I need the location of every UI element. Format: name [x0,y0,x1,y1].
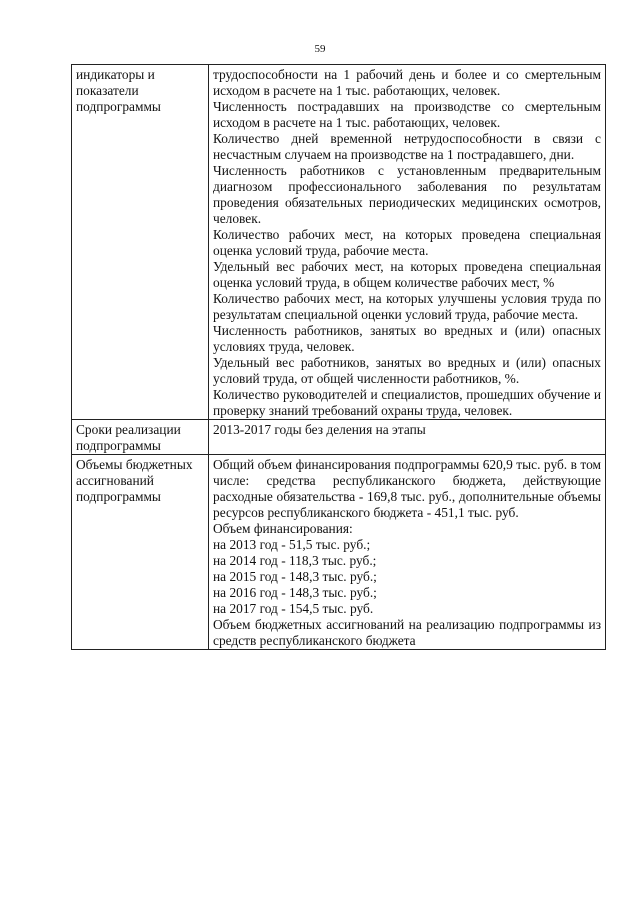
paragraph: Численность работников, занятых во вредных и (или) опасных условиях труда, человек. [213,323,601,354]
paragraph: Количество рабочих мест, на которых улучшены условия труда по результатам специальной оценки условий труда, рабочие места. [213,291,601,322]
paragraph: Удельный вес работников, занятых во вредных и (или) опасных условий труда, от общей численности работников, %. [213,355,601,386]
paragraph: Количество дней временной нетрудоспособности в связи с несчастным случаем на производстве на 1 пострадавшего, дни. [213,131,601,162]
paragraph: Количество рабочих мест, на которых проведена специальная оценка условий труда, рабочие места. [213,227,601,258]
paragraph: трудоспособности на 1 рабочий день и более и со смертельным исходом в расчете на 1 тыс. работающих, человек. [213,67,601,98]
paragraph: 2013-2017 годы без деления на этапы [213,422,426,437]
paragraph: на 2016 год - 148,3 тыс. руб.; [213,585,377,600]
paragraph: Численность работников с установленным предварительным диагнозом профессионального заболевания по результатам проведения обязательных периодических медицинских осмотров, человек. [213,163,601,226]
paragraph: Количество руководителей и специалистов, прошедших обучение и проверку знаний требований охраны труда, человек. [213,387,601,418]
row-content [209,65,606,420]
paragraph: на 2014 год - 118,3 тыс. руб.; [213,553,377,568]
paragraph: Численность пострадавших на производстве со смертельным исходом в расчете на 1 тыс. работающих, человек. [213,99,601,130]
row-label: Объемы бюджетных ассигнований подпрограммы [72,455,209,650]
table-row-budget [72,455,606,650]
paragraph: на 2015 год - 148,3 тыс. руб.; [213,569,377,584]
paragraph: Объем финансирования: [213,521,353,536]
paragraph: на 2013 год - 51,5 тыс. руб.; [213,537,371,552]
paragraph: Общий объем финансирования подпрограммы 620,9 тыс. руб. в том числе: средства республиканского бюджета, действующие расходные обязательства - 169,8 тыс. руб., дополнительные объемы ресурсов республиканского бюджета - 451,1 тыс. руб. [213,457,601,520]
row-content [209,455,606,650]
row-label: индикаторы и показатели подпрограммы [72,65,209,420]
row-label: Сроки реализации подпрограммы [72,420,209,455]
passport-table [71,64,606,650]
row-content [209,420,606,455]
paragraph: Объем бюджетных ассигнований на реализацию подпрограммы из средств республиканского бюджета [213,617,601,648]
paragraph: Удельный вес рабочих мест, на которых проведена специальная оценка условий труда, в общем количестве рабочих мест, % [213,259,601,290]
table-row-indicators [72,65,606,420]
paragraph: на 2017 год - 154,5 тыс. руб. [213,601,374,616]
table-row-terms [72,420,606,455]
page-number: 59 [314,43,326,55]
